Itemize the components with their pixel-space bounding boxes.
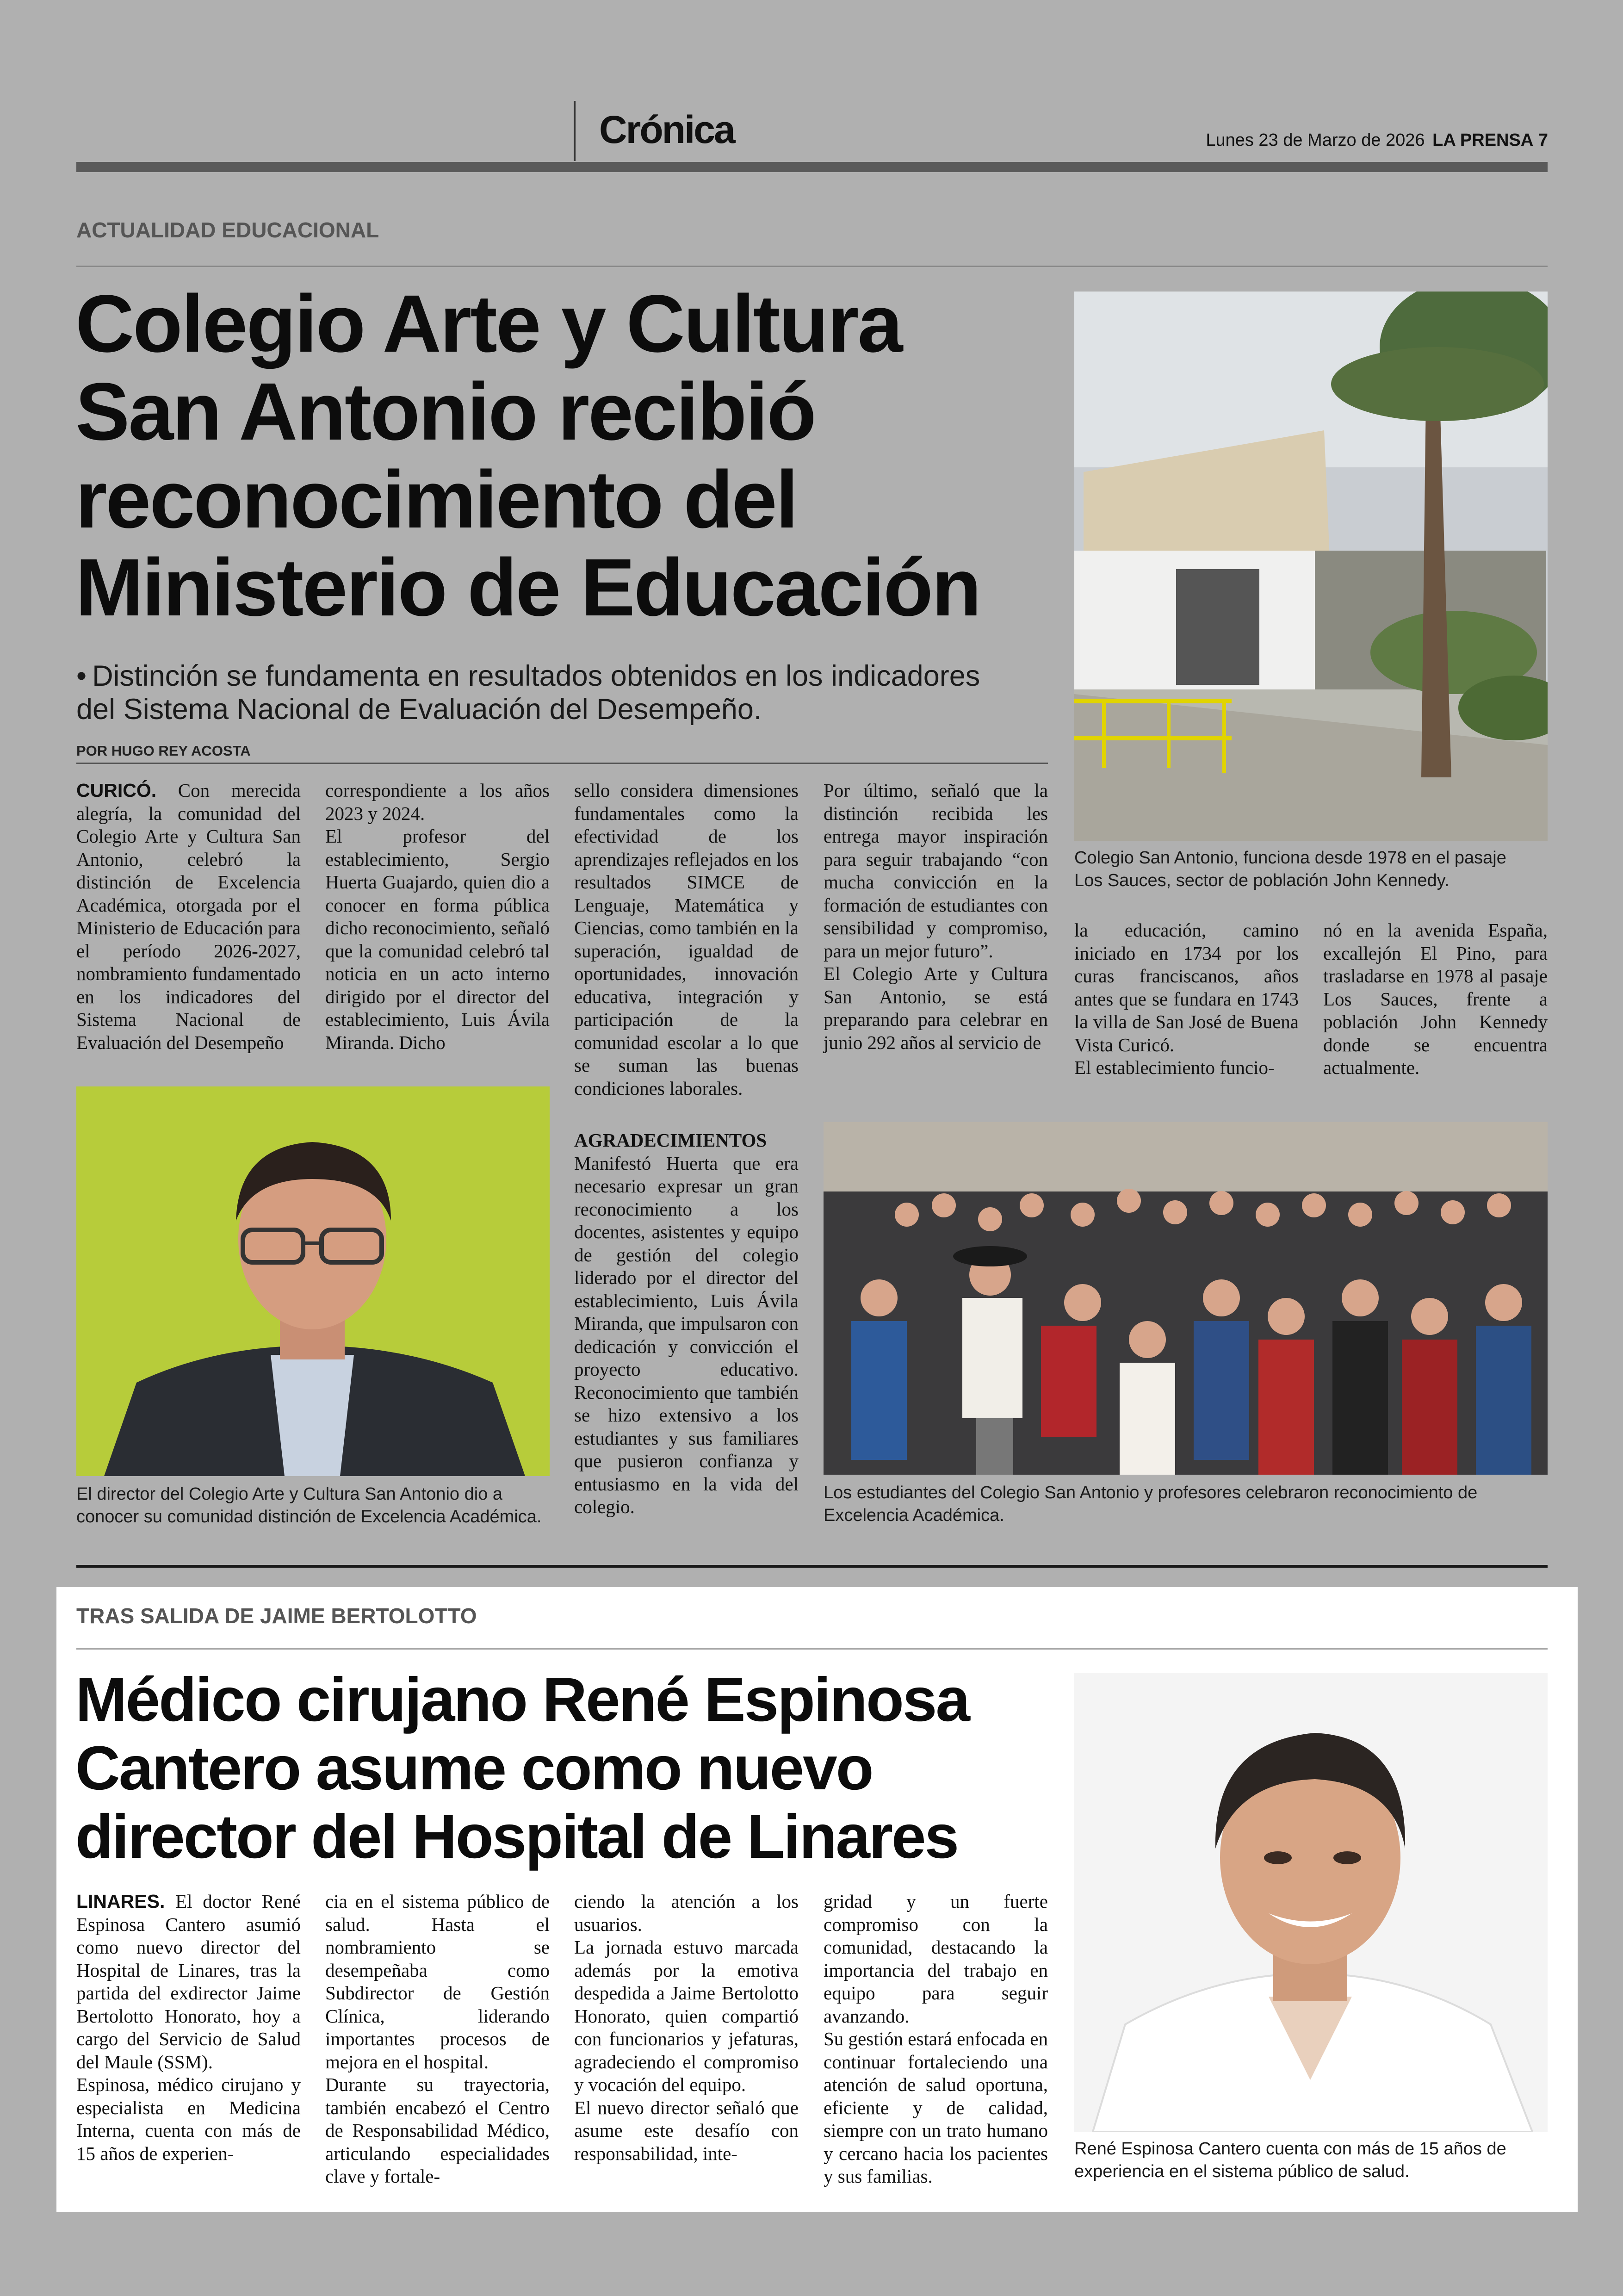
article1-kicker: ACTUALIDAD EDUCACIONAL <box>76 218 379 242</box>
headline-line: director del Hospital de Linares <box>75 1802 958 1871</box>
article2-kicker: TRAS SALIDA DE JAIME BERTOLOTTO <box>76 1604 477 1628</box>
subtitle-line: del Sistema Nacional de Evaluación del Desempeño. <box>76 693 762 726</box>
headline-line: Cantero asume como nuevo <box>75 1734 873 1803</box>
body-text: El nuevo director señaló que asume este desafío con responsabilidad, inte- <box>574 2097 799 2164</box>
body-text: Espinosa, médico cirujano y especialista en Medicina Interna, cuenta con más de 15 años de experien- <box>76 2074 301 2164</box>
article1-headline <box>75 280 980 632</box>
body-text: gridad y un fuerte compromiso con la comunidad, destacando la importancia del trabajo en equipo para seguir avanzando. <box>824 1891 1048 2027</box>
headline-line: reconocimiento del <box>75 454 797 545</box>
body-text: sello considera dimensiones fundamentales como la efectividad de los aprendizajes reflejados en los resultados SIMCE de Lenguaje, Matemática y Ciencias, como también en la superación, igualdad de oportunidades, innovación educativa, integración y participación de la comunidad escolar a lo que se suman las buenas condiciones laborales. <box>574 780 799 1099</box>
article1-column-6 <box>1323 919 1548 1080</box>
body-text: La jornada estuvo marcada además por la emotiva despedida a Jaime Bertolotto Honorato, quien compartió con funcionarios y jefaturas, agradeciendo el compromiso y vocación del equipo. <box>574 1936 799 2095</box>
caption-line: conocer su comunidad distinción de Excelencia Académica. <box>76 1507 542 1527</box>
students-photo <box>824 1122 1548 1475</box>
article1-column-2 <box>325 779 550 1054</box>
caption-line: El director del Colegio Arte y Cultura San Antonio dio a <box>76 1484 502 1504</box>
publication-name: LA PRENSA <box>1432 130 1534 150</box>
subtitle-line: Distinción se fundamenta en resultados obtenidos en los indicadores <box>92 660 980 692</box>
body-text: Con merecida alegría, la comunidad del Colegio Arte y Cultura San Antonio, celebró la distinción de Excelencia Académica, otorgada por el Ministerio de Educación para el período 2026-2027, nombramiento fundamentado en los indicadores del Sistema Nacional de Evaluación del Desempeño <box>76 780 301 1053</box>
body-text: Su gestión estará enfocada en continuar fortaleciendo una atención de salud oportuna, eficiente y de calidad, siempre con un trato humano y cercano hacia los pacientes y sus familias. <box>824 2028 1048 2187</box>
article1-column-1 <box>76 779 301 1054</box>
article2-column-1 <box>76 1890 301 2165</box>
page-number: 7 <box>1538 130 1548 150</box>
kicker-rule <box>76 266 1548 267</box>
caption-line: Excelencia Académica. <box>824 1506 1004 1525</box>
body-text: ciendo la atención a los usuarios. <box>574 1891 799 1935</box>
agradecimientos-column <box>574 1129 799 1519</box>
body-text: El profesor del establecimiento, Sergio Huerta Guajardo, quien dio a conocer en forma pública dicho reconocimiento, señaló que la comunidad celebró tal noticia en un acto interno dirigido por el director del establecimiento, Luis Ávila Miranda. Dicho <box>325 825 550 1053</box>
byline: POR HUGO REY ACOSTA <box>76 743 251 759</box>
article-separator <box>76 1565 1548 1568</box>
article1-column-3 <box>574 779 799 1100</box>
body-text: El Colegio Arte y Cultura San Antonio, se está preparando para celebrar en junio 292 años al servicio de <box>824 963 1048 1053</box>
dateline: LINARES. <box>76 1891 165 1912</box>
school-building-photo <box>1074 292 1548 841</box>
bullet-icon: • <box>76 660 87 692</box>
caption-line: experiencia en el sistema público de salud. <box>1074 2162 1410 2181</box>
director-photo <box>76 1086 550 1476</box>
body-text: la educación, camino iniciado en 1734 por los curas franciscanos, años antes que se fundara en 1743 la villa de San José de Buena Vista Curicó. <box>1074 919 1299 1055</box>
article2-kicker-rule <box>76 1648 1548 1650</box>
article2-column-3 <box>574 1890 799 2165</box>
section-title: Crónica <box>599 108 734 151</box>
body-text: Manifestó Huerta que era necesario expresar un gran reconocimiento a los docentes, asistentes y equipo de gestión del colegio liderado por el director del establecimiento, Luis Ávila Miranda, que impulsaron con dedicación y convicción el proyecto educativo. Reconocimiento que también se hizo extensivo a los estudiantes y sus familiares que pusieron confianza y entusiasmo en la vida del colegio. <box>574 1152 799 1517</box>
caption-line: Los Sauces, sector de población John Kennedy. <box>1074 871 1450 890</box>
body-text: Por último, señaló que la distinción recibida les entrega mayor inspiración para seguir trabajando “con mucha convicción en la formación de estudiantes con sensibilidad y compromiso, para un mejor futuro”. <box>824 780 1048 962</box>
header-rule <box>76 162 1548 172</box>
headline-line: Médico cirujano René Espinosa <box>75 1665 969 1734</box>
dateline: CURICÓ. <box>76 780 157 801</box>
body-text: correspondiente a los años 2023 y 2024. <box>325 780 550 824</box>
article1-column-5 <box>1074 919 1299 1080</box>
doctor-caption <box>1074 2138 1506 2183</box>
director-caption <box>76 1483 541 1528</box>
header-dateline <box>1206 130 1548 150</box>
doctor-photo <box>1074 1673 1548 2132</box>
students-caption <box>824 1482 1477 1527</box>
headline-line: San Antonio recibió <box>75 366 815 457</box>
article2-headline <box>75 1666 969 1871</box>
headline-line: Colegio Arte y Cultura <box>75 279 902 369</box>
article1-subtitle <box>76 659 980 726</box>
body-text: nó en la avenida España, excallejón El Pino, para trasladarse en 1978 al pasaje Los Sauces, frente a población John Kennedy donde se encuentra actualmente. <box>1323 919 1548 1078</box>
byline-rule <box>76 763 1048 764</box>
subheading: AGRADECIMIENTOS <box>574 1129 767 1151</box>
body-text: Durante su trayectoria, también encabezó el Centro de Responsabilidad Médico, articulando especialidades clave y fortale- <box>325 2074 550 2187</box>
building-caption <box>1074 847 1506 892</box>
body-text: El establecimiento funcio- <box>1074 1057 1275 1078</box>
issue-date: Lunes 23 de Marzo de 2026 <box>1206 130 1425 150</box>
article1-column-4 <box>824 779 1048 1054</box>
caption-line: Colegio San Antonio, funciona desde 1978 en el pasaje <box>1074 848 1506 868</box>
caption-line: René Espinosa Cantero cuenta con más de 15 años de <box>1074 2139 1506 2159</box>
article2-column-4 <box>824 1890 1048 2188</box>
caption-line: Los estudiantes del Colegio San Antonio y profesores celebraron reconocimiento de <box>824 1483 1478 1502</box>
body-text: cia en el sistema público de salud. Hasta el nombramiento se desempeñaba como Subdirector de Gestión Clínica, liderando importantes procesos de mejora en el hospital. <box>325 1891 550 2073</box>
headline-line: Ministerio de Educación <box>75 542 980 633</box>
header-divider <box>574 101 576 161</box>
body-text: El doctor René Espinosa Cantero asumió como nuevo director del Hospital de Linares, tras la partida del exdirector Jaime Bertolotto Honorato, hoy a cargo del Servicio de Salud del Maule (SSM). <box>76 1891 301 2073</box>
article2-column-2 <box>325 1890 550 2188</box>
